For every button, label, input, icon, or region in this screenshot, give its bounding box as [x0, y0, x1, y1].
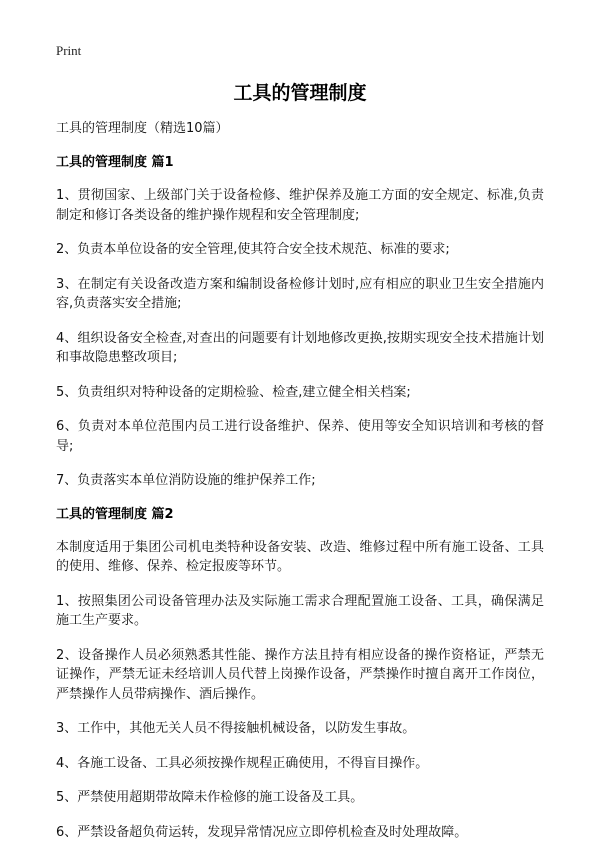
- section-heading: 工具的管理制度 篇1: [56, 154, 544, 172]
- section-heading: 工具的管理制度 篇2: [56, 506, 544, 524]
- section-2: [56, 506, 544, 842]
- document-subtitle: 工具的管理制度（精选10篇）: [56, 120, 544, 138]
- paragraph: 5、负责组织对特种设备的定期检验、检查,建立健全相关档案;: [56, 383, 544, 403]
- paragraph: 2、设备操作人员必须熟悉其性能、操作方法且持有相应设备的操作资格证，严禁无证操作，严禁无证未经培训人员代替上岗操作设备，严禁操作时擅自离开工作岗位，严禁操作人员带病操作、酒后操作。: [56, 646, 544, 705]
- paragraph: 7、负责落实本单位消防设施的维护保养工作;: [56, 471, 544, 491]
- paragraph: 4、组织设备安全检查,对查出的问题要有计划地修改更换,按期实现安全技术措施计划和事故隐患整改项目;: [56, 329, 544, 368]
- section-1: [56, 154, 544, 491]
- paragraph: 本制度适用于集团公司机电类特种设备安装、改造、维修过程中所有施工设备、工具的使用、维修、保养、检定报废等环节。: [56, 538, 544, 577]
- paragraph: 4、各施工设备、工具必须按操作规程正确使用，不得盲目操作。: [56, 754, 544, 774]
- paragraph: 3、工作中，其他无关人员不得接触机械设备，以防发生事故。: [56, 719, 544, 739]
- paragraph: 1、贯彻国家、上级部门关于设备检修、维护保养及施工方面的安全规定、标准,负责制定和修订各类设备的维护操作规程和安全管理制度;: [56, 186, 544, 225]
- paragraph: 6、负责对本单位范围内员工进行设备维护、保养、使用等安全知识培训和考核的督导;: [56, 417, 544, 456]
- document-title: 工具的管理制度: [56, 80, 544, 106]
- paragraph: 5、严禁使用超期带故障未作检修的施工设备及工具。: [56, 788, 544, 808]
- paragraph: 2、负责本单位设备的安全管理,使其符合安全技术规范、标准的要求;: [56, 240, 544, 260]
- paragraph: 1、按照集团公司设备管理办法及实际施工需求合理配置施工设备、工具，确保满足施工生产要求。: [56, 592, 544, 631]
- paragraph: 3、在制定有关设备改造方案和编制设备检修计划时,应有相应的职业卫生安全措施内容,负责落实安全措施;: [56, 275, 544, 314]
- paragraph: 6、严禁设备超负荷运转，发现异常情况应立即停机检查及时处理故障。: [56, 823, 544, 842]
- print-label: Print: [56, 42, 544, 60]
